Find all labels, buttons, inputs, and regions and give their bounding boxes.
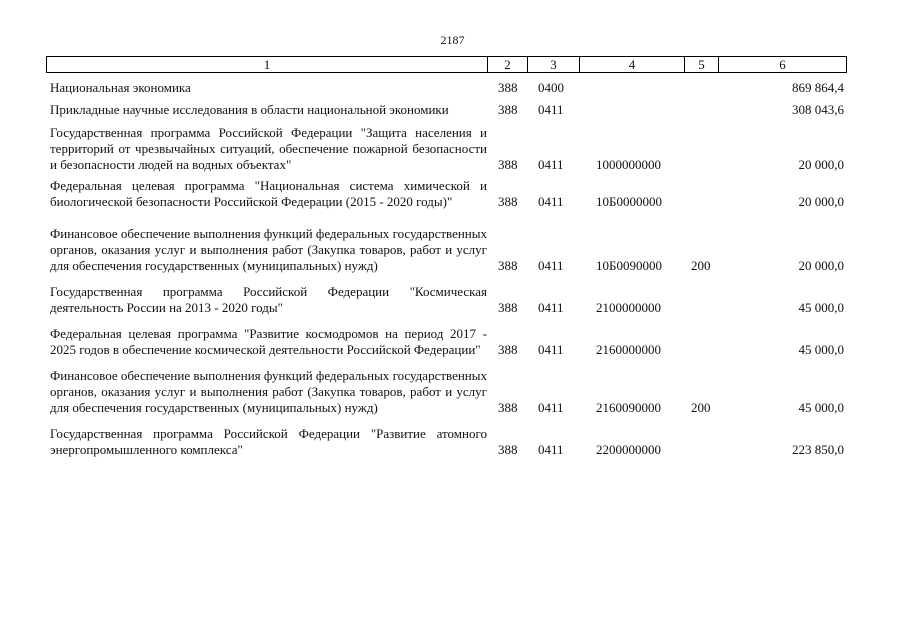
row-section-code: 0411 [538,300,564,315]
row-description: Финансовое обеспечение выполнения функций федеральных государственных органов, оказания услуг и выполнения работ (Закупка товаров, работ и услуг для обеспечения государственных (муниципальных) нужд) [50,368,487,415]
row-description: Государственная программа Российской Федерации "Защита населения и территорий от чрезвычайных ситуаций, обеспечение пожарной безопасности и безопасности людей на водных объектах" [50,125,487,172]
row-target-code: 2160090000 [596,400,661,415]
header-col-2: 2 [488,57,528,73]
row-section-code: 0411 [538,342,564,357]
row-target-code: 10Б0000000 [596,194,662,209]
row-description: Национальная экономика [50,80,191,95]
row-section-code: 0411 [538,442,564,457]
row-ministry-code: 388 [498,102,518,117]
row-amount: 223 850,0 [792,442,844,457]
row-description: Государственная программа Российской Федерации "Развитие атомного энергопромышленного комплекса" [50,426,487,457]
row-ministry-code: 388 [498,300,518,315]
row-section-code: 0411 [538,102,564,117]
header-col-5: 5 [685,57,719,73]
row-target-code: 2160000000 [596,342,661,357]
row-target-code: 2100000000 [596,300,661,315]
header-col-6: 6 [719,57,847,73]
row-amount: 20 000,0 [798,258,844,273]
table-row [50,125,850,173]
row-description: Государственная программа Российской Федерации "Космическая деятельность России на 2013 - 2020 годы" [50,284,487,315]
table-row [50,284,850,316]
row-description: Прикладные научные исследования в области национальной экономики [50,102,449,117]
header-col-4: 4 [580,57,685,73]
row-amount: 45 000,0 [798,400,844,415]
row-description: Федеральная целевая программа "Национальная система химической и биологической безопасности Российской Федерации (2015 - 2020 годы)" [50,178,487,209]
row-section-code: 0400 [538,80,564,95]
table-row [50,368,850,416]
table-row [50,80,850,96]
row-amount: 45 000,0 [798,300,844,315]
row-target-code: 1000000000 [596,157,661,172]
row-section-code: 0411 [538,258,564,273]
header-col-1: 1 [47,57,488,73]
row-ministry-code: 388 [498,258,518,273]
row-amount: 20 000,0 [798,194,844,209]
table-row [50,326,850,358]
column-number-header [46,56,847,73]
header-col-3: 3 [528,57,580,73]
row-ministry-code: 388 [498,194,518,209]
table-row [50,102,850,118]
page-number: 2187 [440,33,465,47]
row-ministry-code: 388 [498,342,518,357]
row-ministry-code: 388 [498,157,518,172]
table-row [50,178,850,210]
budget-table-body [50,80,850,465]
row-amount: 45 000,0 [798,342,844,357]
table-row [50,426,850,458]
row-expense-type: 200 [691,258,711,273]
row-ministry-code: 388 [498,400,518,415]
row-description: Федеральная целевая программа "Развитие космодромов на период 2017 - 2025 годов в обеспечение космической деятельности Российской Федерации" [50,326,487,357]
row-section-code: 0411 [538,194,564,209]
row-section-code: 0411 [538,400,564,415]
row-expense-type: 200 [691,400,711,415]
row-description: Финансовое обеспечение выполнения функций федеральных государственных органов, оказания услуг и выполнения работ (Закупка товаров, работ и услуг для обеспечения государственных (муниципальных) нужд) [50,226,487,273]
row-amount: 308 043,6 [792,102,844,117]
row-target-code: 2200000000 [596,442,661,457]
row-amount: 869 864,4 [792,80,844,95]
row-target-code: 10Б0090000 [596,258,662,273]
row-section-code: 0411 [538,157,564,172]
row-amount: 20 000,0 [798,157,844,172]
row-ministry-code: 388 [498,80,518,95]
table-row [50,226,850,274]
row-ministry-code: 388 [498,442,518,457]
